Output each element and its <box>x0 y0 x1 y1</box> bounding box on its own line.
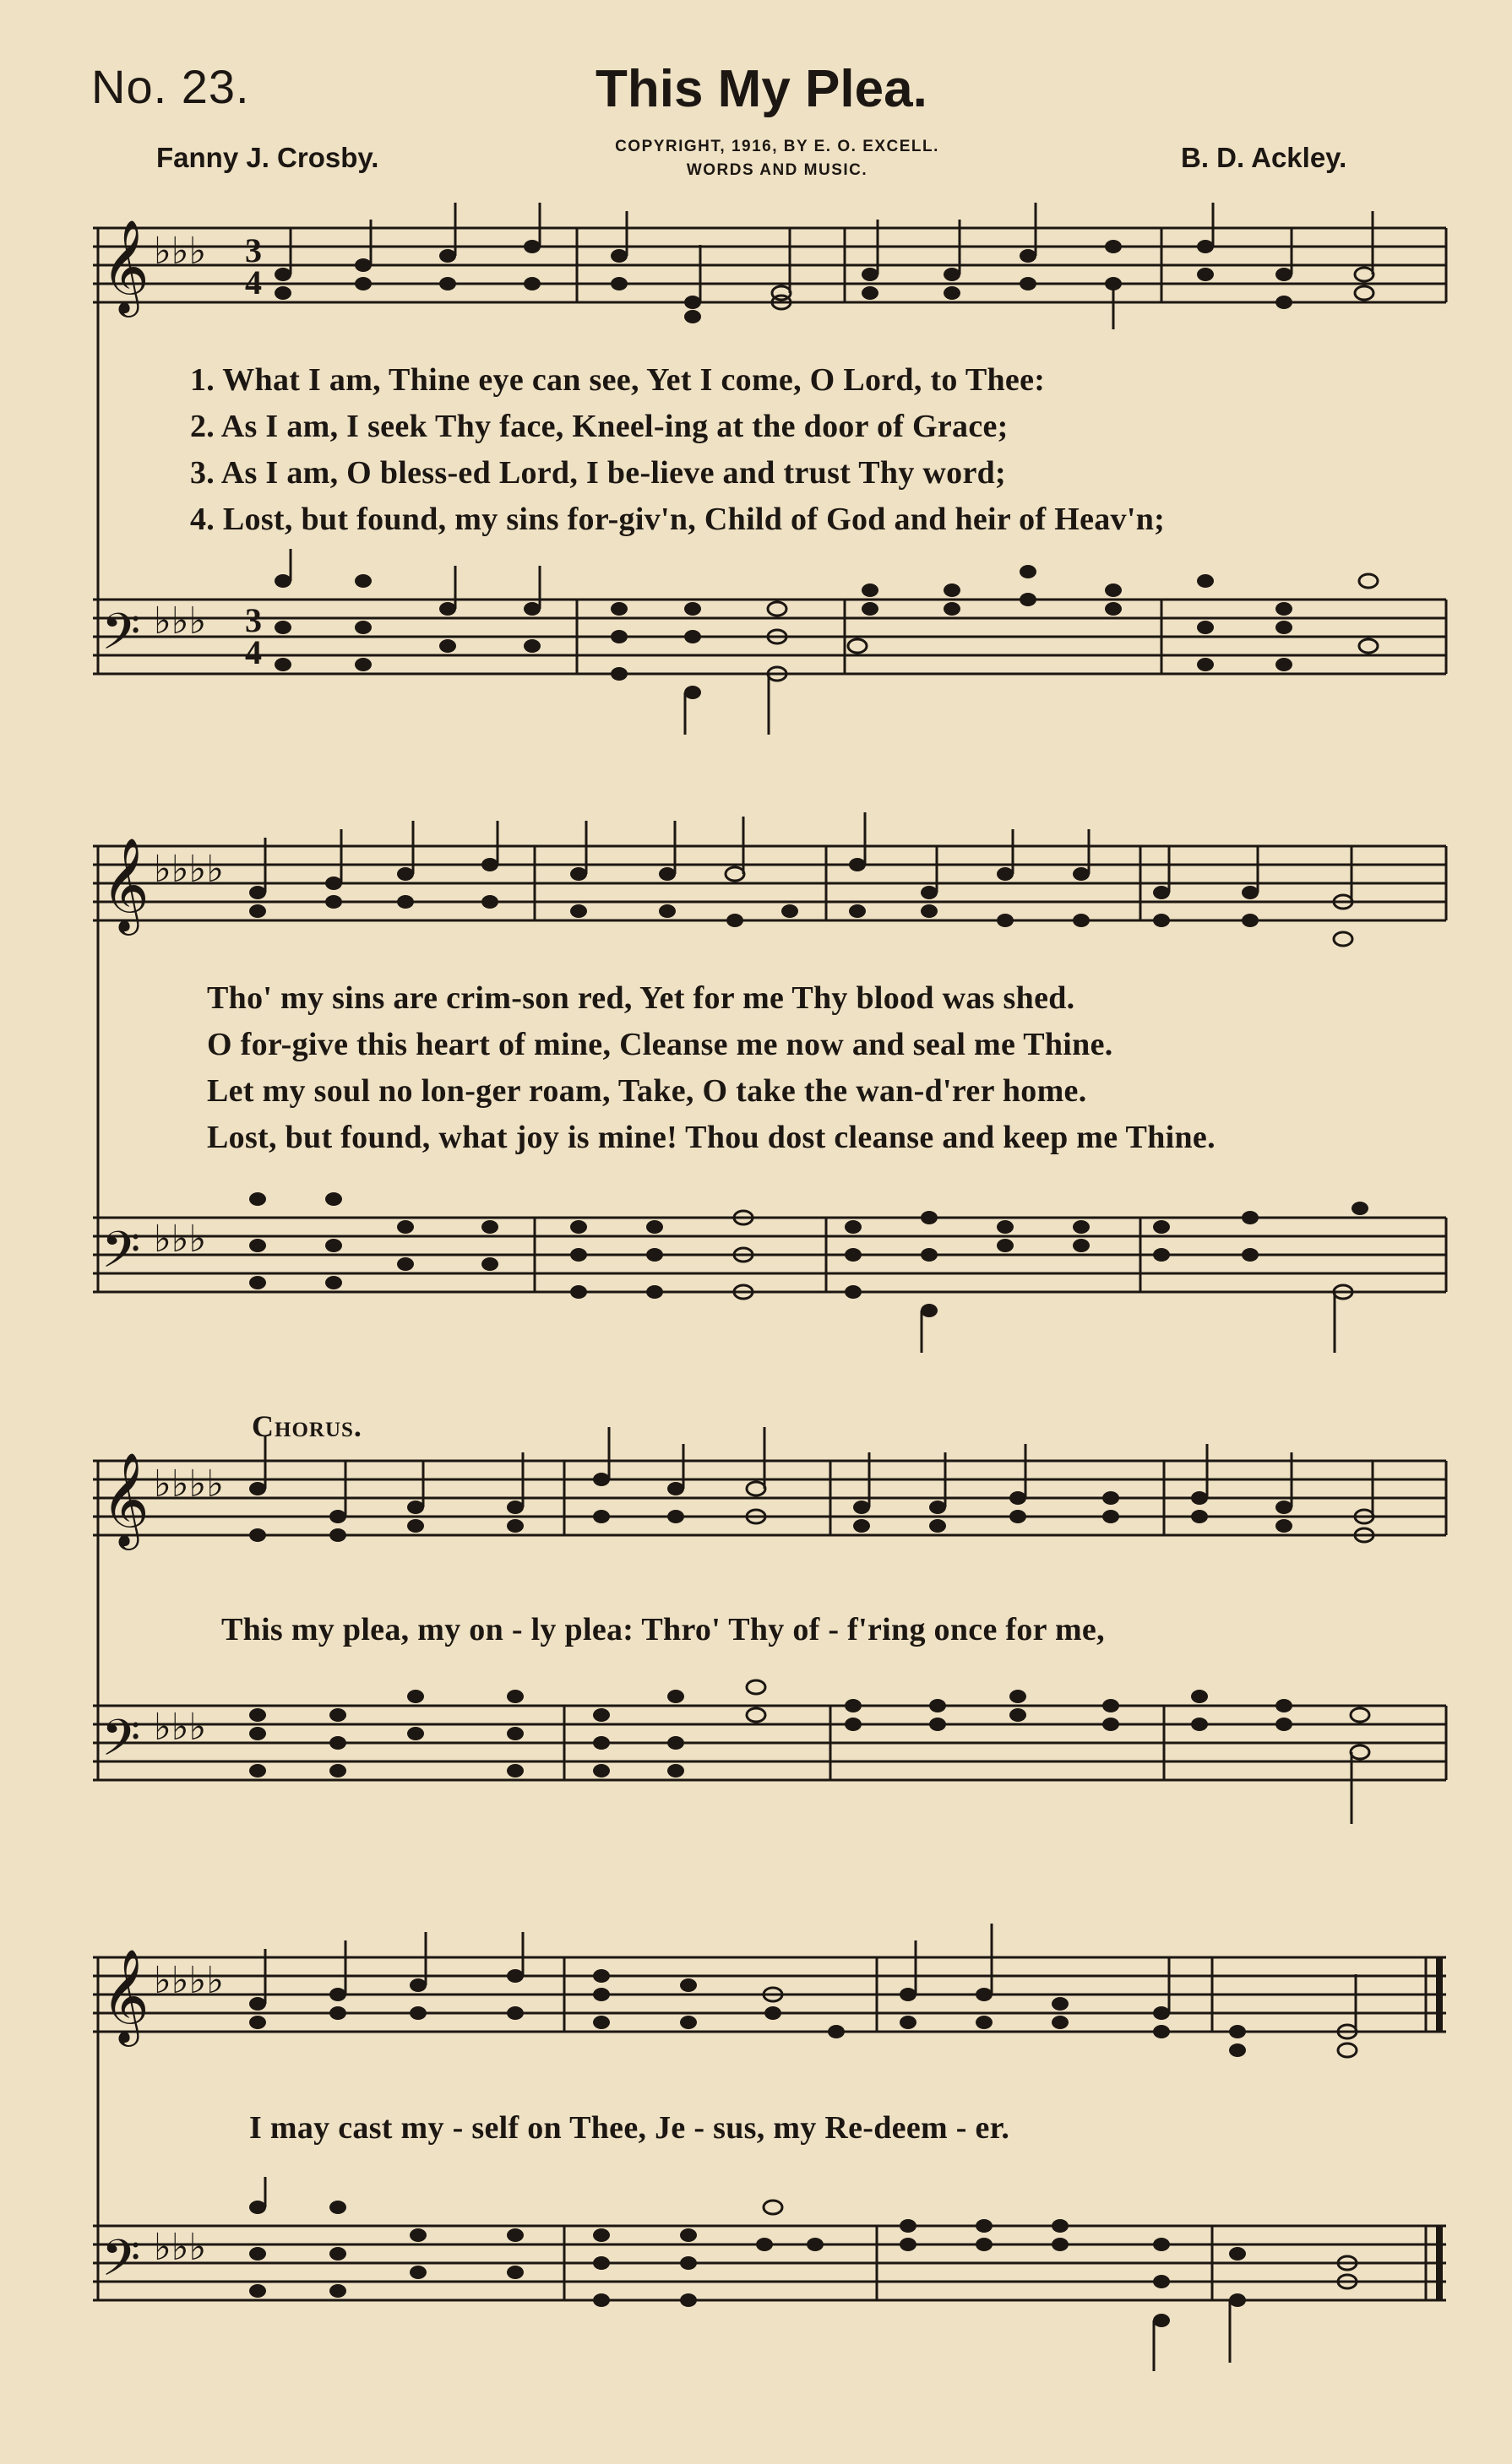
treble-clef-icon: 𝄞 <box>101 1452 150 1546</box>
treble-staff <box>93 846 1446 920</box>
hymn-number: No. 23. <box>91 60 250 113</box>
key-signature-flats: ♭♭♭ <box>154 230 207 273</box>
verse-3-line: 3. As I am, O bless-ed Lord, I be-lieve and trust Thy word; <box>190 455 1007 491</box>
treble-clef-icon: 𝄞 <box>101 1948 150 2043</box>
time-signature: 3 <box>245 231 262 269</box>
bass-clef-icon: 𝄢 <box>101 2228 141 2299</box>
key-signature-flats: ♭♭♭ <box>154 2226 207 2269</box>
key-signature-flats: ♭♭♭ <box>154 1706 207 1749</box>
key-signature-flats: ♭♭♭♭ <box>154 848 225 891</box>
bass-staff <box>93 2226 1446 2300</box>
time-signature: 4 <box>245 633 262 671</box>
bass-notes <box>249 2177 1357 2371</box>
time-signature: 4 <box>245 263 262 301</box>
treble-notes <box>249 812 1352 946</box>
verse-4-line: Lost, but found, what joy is mine! Thou dost cleanse and keep me Thine. <box>207 1120 1216 1155</box>
copyright-line-2: WORDS AND MUSIC. <box>686 161 868 179</box>
key-signature-flats: ♭♭♭ <box>154 600 207 643</box>
bass-notes <box>249 1680 1369 1824</box>
key-signature-flats: ♭♭♭ <box>154 1218 207 1261</box>
verse-1-line: 1. What I am, Thine eye can see, Yet I come, O Lord, to Thee: <box>190 362 1046 398</box>
chorus-label: Chorus. <box>252 1409 362 1443</box>
chorus-line-1: This my plea, my on - ly plea: Thro' Thy of - f'ring once for me, <box>221 1612 1105 1647</box>
bass-clef-icon: 𝄢 <box>101 1708 141 1779</box>
treble-staff <box>93 1461 1446 1535</box>
bass-notes <box>275 549 1378 735</box>
time-signature: 3 <box>245 601 262 639</box>
treble-clef-icon: 𝄞 <box>101 837 150 931</box>
treble-staff <box>93 228 1446 302</box>
copyright-line-1: COPYRIGHT, 1916, BY E. O. EXCELL. <box>615 138 939 155</box>
verse-1-line: Tho' my sins are crim-son red, Yet for me Thy blood was shed. <box>207 980 1075 1016</box>
treble-notes <box>249 1427 1373 1542</box>
composer-credit: B. D. Ackley. <box>1181 142 1347 173</box>
key-signature-flats: ♭♭♭♭ <box>154 1959 225 2002</box>
author-credit: Fanny J. Crosby. <box>156 142 379 173</box>
treble-clef-icon: 𝄞 <box>101 219 150 313</box>
music-system-4 <box>0 1924 1512 2430</box>
bass-clef-icon: 𝄢 <box>101 602 141 673</box>
treble-staff <box>93 1957 1446 2032</box>
verse-2-line: O for-give this heart of mine, Cleanse me now and seal me Thine. <box>207 1027 1113 1062</box>
verse-2-line: 2. As I am, I seek Thy face, Kneel-ing at the door of Grace; <box>190 409 1009 444</box>
copyright-notice <box>557 135 997 182</box>
bass-clef-icon: 𝄢 <box>101 1220 141 1291</box>
hymn-title: This My Plea. <box>596 60 927 118</box>
verse-4-line: 4. Lost, but found, my sins for-giv'n, Child of God and heir of Heav'n; <box>190 502 1166 537</box>
verse-3-line: Let my soul no lon-ger roam, Take, O take the wan-d'rer home. <box>207 1073 1087 1109</box>
verse-lyrics-part-1 <box>190 361 1440 547</box>
verse-lyrics-part-2 <box>207 980 1440 1165</box>
bass-staff <box>93 1706 1446 1780</box>
chorus-line-2: I may cast my - self on Thee, Je - sus, my Re-deem - er. <box>249 2110 1010 2146</box>
key-signature-flats: ♭♭♭♭ <box>154 1463 225 1506</box>
treble-notes <box>249 1924 1357 2057</box>
